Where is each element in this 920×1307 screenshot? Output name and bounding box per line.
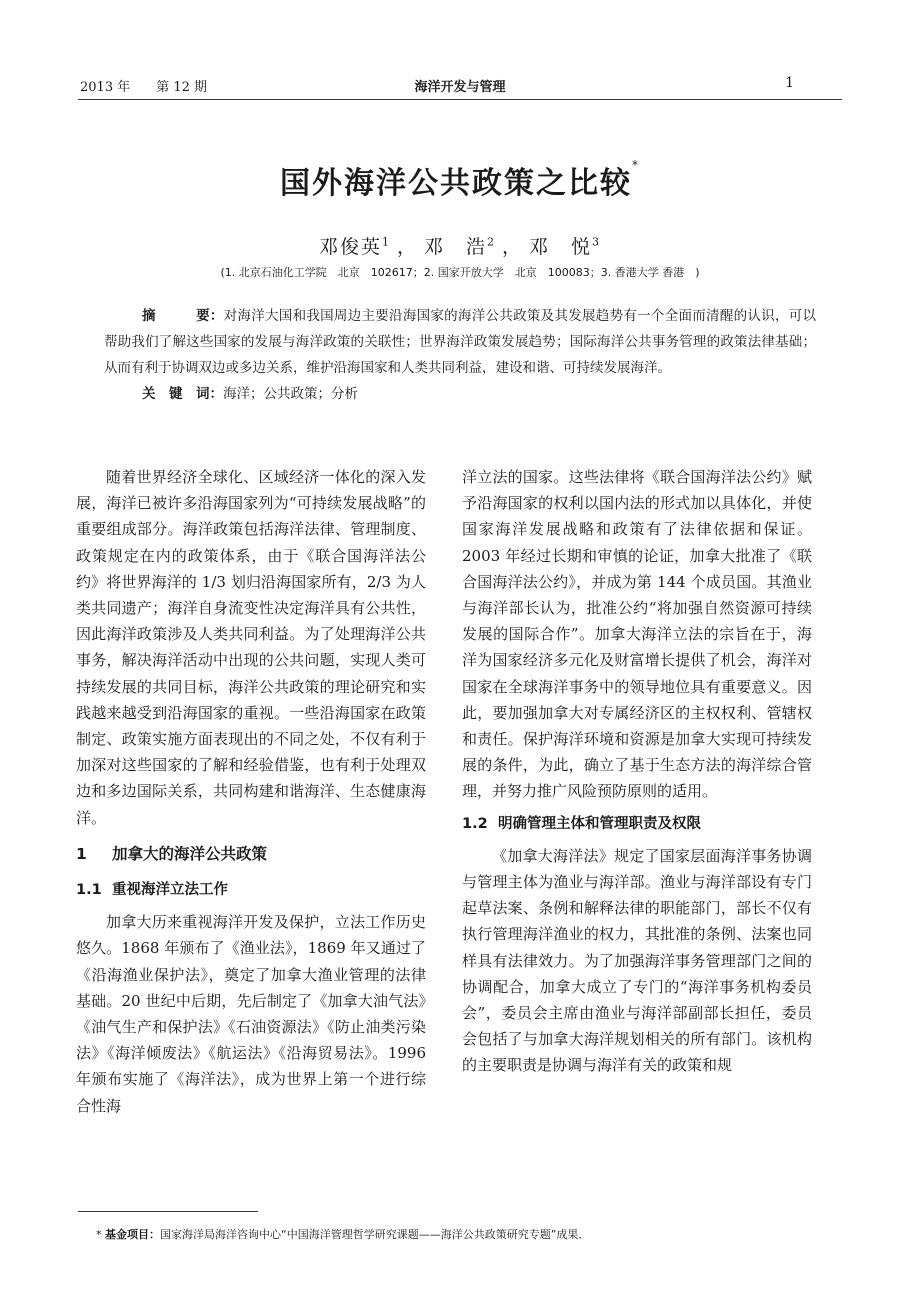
header-rule [78, 99, 842, 100]
author-sup: 3 [592, 235, 602, 249]
intro-paragraph: 随着世界经济全球化、区域经济一体化的深入发展，海洋已被许多沿海国家列为“可持续发展战略”的重要组成部分。海洋政策包括海洋法律、管理制度、政策规定在内的政策体系，由于《联合国海洋法公约》将世界海洋的 1/3 划归沿海国家所有，2/3 为人类共同遗产；海洋自身流变性决定海洋具有公共性，因此海洋政策涉及人类共同利益。为了处理海洋公共事务，解决海洋活动中出现的公共问题，实现人类可持续发展的共同目标，海洋公共政策的理论研究和实践越来越受到沿海国家的重视。一些沿海国家在政策制定、政策实施方面表现出的不同之处，不仅有利于加深对这些国家的了解和经验借鉴，也有利于处理双边和多边国际关系，共同构建和谐海洋、生态健康海洋。 [76, 468, 426, 827]
body-column-right [462, 464, 812, 1079]
abstract-block [104, 303, 816, 407]
footnote-rule [78, 1211, 258, 1212]
author-sup: 1 [381, 235, 391, 249]
journal-name: 海洋开发与管理 [414, 80, 506, 95]
paper-title [0, 158, 920, 202]
footnote [96, 1226, 589, 1242]
header-year: 2013 年 [80, 80, 131, 95]
affiliations: (1. 北京石油化工学院 北京 102617；2. 国家开放大学 北京 100083；3. 香港大学 香港 ) [220, 266, 700, 279]
subsection-heading: 1.2 明确管理主体和管理职责及权限 [462, 815, 701, 832]
footnote-mark: * [96, 1228, 102, 1241]
keywords [104, 381, 816, 407]
footnote-label: 基金项目： [105, 1228, 160, 1241]
author-sup: 2 [487, 235, 496, 249]
section-heading: 1 加拿大的海洋公共政策 [76, 844, 268, 863]
abstract-text: 对海洋大国和我国周边主要沿海国家的海洋公共政策及其发展趋势有一个全面而清醒的认识，可以帮助我们了解这些国家的发展与海洋政策的关联性；世界海洋政策发展趋势；国际海洋公共事务管理的政策法律基础；从而有利于协调双边或多边关系，维护沿海国家和人类共同利益，建设和谐、可持续发展海洋。 [104, 308, 817, 376]
author-name: 邓俊英 [318, 236, 382, 258]
title-footnote-mark: * [632, 158, 640, 172]
subsection-heading: 1.1 重视海洋立法工作 [76, 882, 228, 899]
author-name: 邓 悦 [529, 236, 593, 258]
author-name: 邓 浩 [423, 236, 487, 258]
abstract-label: 摘 要： [142, 308, 224, 324]
footnote-text: 国家海洋局海洋咨询中心“中国海洋管理哲学研究课题——海洋公共政策研究专题”成果． [160, 1228, 590, 1241]
body-paragraph: 加拿大历来重视海洋开发及保护，立法工作历史悠久。1868 年颁布了《渔业法》，1869 年又通过了《沿海渔业保护法》，奠定了加拿大渔业管理的法律基础。20 世纪中后期，先后制定了《加拿大油气法》《油气生产和保护法》《石油资源法》《防止油类污染法》《海洋倾废法》《航运法》《沿海贸易法》。1996 年颁布实施了《海洋法》，成为世界上第一个进行综合性海 [76, 913, 426, 1115]
body-paragraph: 《加拿大海洋法》规定了国家层面海洋事务协调与管理主体为渔业与海洋部。渔业与海洋部设有专门起草法案、条例和解释法律的职能部门，部长不仅有执行管理海洋渔业的权力，其批准的条例、法案也同样具有法律效力。为了加强海洋事务管理部门之间的协调配合，加拿大成立了专门的“海洋事务机构委员会”，委员会主席由渔业与海洋部副部长担任，委员会包括了与加拿大海洋规划相关的所有部门。该机构的主要职责是协调与海洋有关的政策和规 [462, 846, 812, 1075]
author-list: 邓俊英$^1$ ， 邓 浩$^2$ ， 邓 悦$^3$ [318, 235, 602, 258]
keywords-text: 海洋；公共政策；分析 [223, 386, 358, 402]
keywords-label: 关 键 词： [142, 386, 223, 402]
title-text: 国外海洋公共政策之比较 [280, 166, 632, 201]
abstract [104, 303, 816, 381]
body-paragraph: 洋立法的国家。这些法律将《联合国海洋法公约》赋予沿海国家的权利以国内法的形式加以具体化，并使国家海洋发展战略和政策有了法律依据和保证。2003 年经过长期和审慎的论证，加拿大批准了《联合国海洋法公约》，并成为第 144 个成员国。其渔业与海洋部长认为，批准公约“将加强自然资源可持续发展的国际合作”。加拿大海洋立法的宗旨在于，海洋为国家经济多元化及财富增长提供了机会，海洋对国家在全球海洋事务中的领导地位具有重要意义。因此，要加强加拿大对专属经济区的主权权利、管辖权和责任。保护海洋环境和资源是加拿大实现可持续发展的条件，为此，确立了基于生态方法的海洋综合管理，并努力推广风险预防原则的适用。 [462, 468, 812, 801]
body-column-left [76, 464, 426, 1119]
page-number: 1 [785, 75, 794, 91]
header-issue: 第 12 期 [156, 80, 208, 95]
